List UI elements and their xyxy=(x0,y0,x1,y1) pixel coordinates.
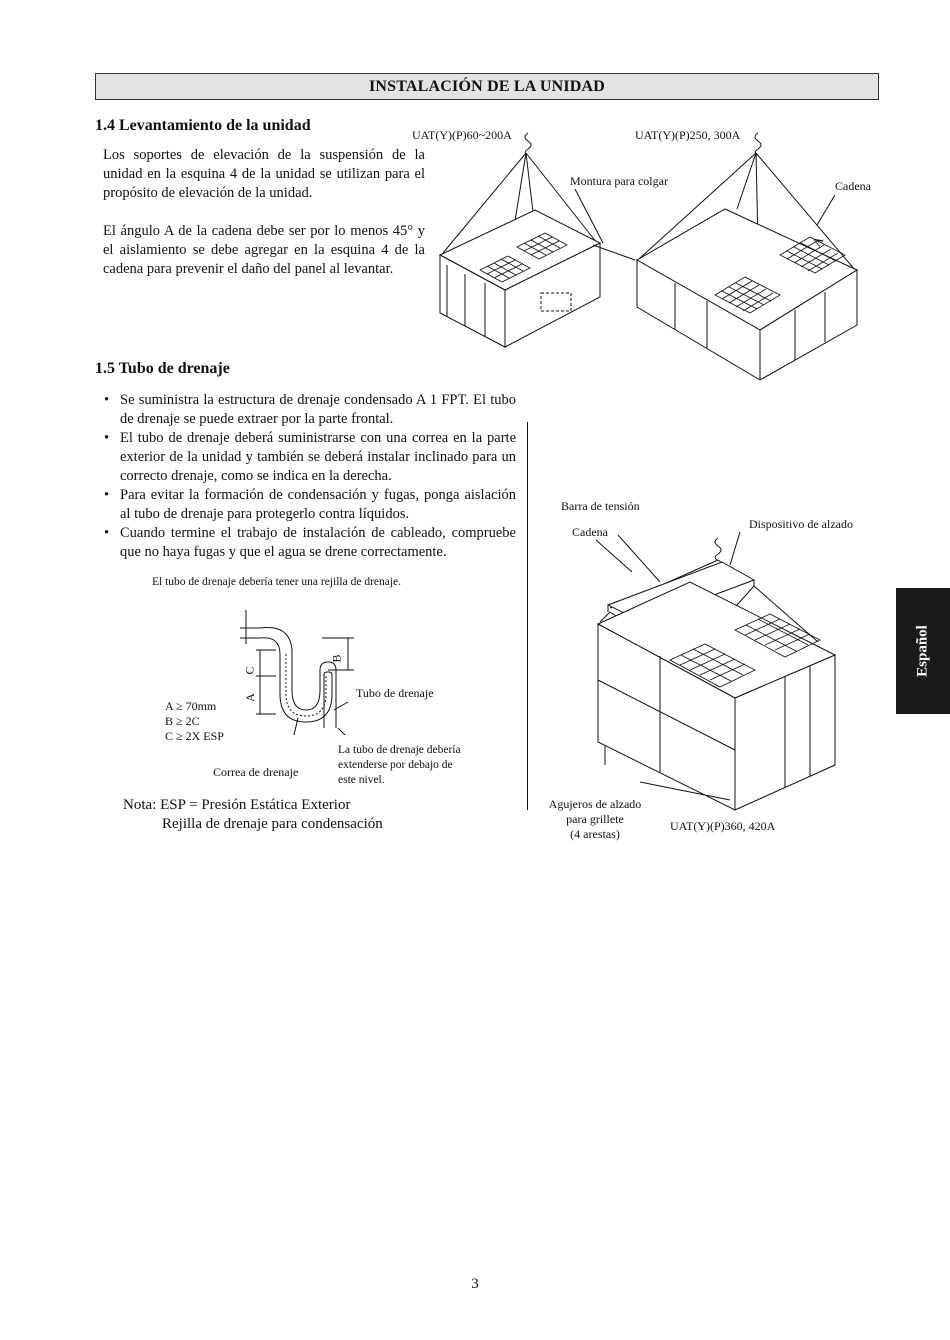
hanger-label: Montura para colgar xyxy=(570,174,668,188)
column-divider xyxy=(527,422,528,810)
dim-b-label: B xyxy=(329,654,344,663)
bullet-item-3: • Para evitar la formación de condensación y fugas, ponga aislación al tubo de drenaje para protegerlo contra líquidos. xyxy=(104,486,516,524)
drain-caption: El tubo de drenaje debería tener una rejilla de drenaje. xyxy=(152,576,402,588)
lifting-holes-line-3: (4 arestas) xyxy=(570,827,620,841)
lifting-holes-line-1: Agujeros de alzado xyxy=(548,797,642,811)
large-unit-drawing xyxy=(637,209,857,380)
note-line-2: Rejilla de drenaje para condensación xyxy=(162,816,383,832)
spec-b: B ≥ 2C xyxy=(165,714,200,728)
lifting-diagram-small-large xyxy=(425,125,885,380)
bullet-item-4: • Cuando termine el trabajo de instalación de cableado, compruebe que no haya fugas y que el agua se drene correctamente. xyxy=(104,524,516,562)
model-small-label: UAT(Y)(P)60~200A xyxy=(412,128,512,142)
spec-c: C ≥ 2X ESP xyxy=(165,729,224,743)
section-14-heading: 1.4 Levantamiento de la unidad xyxy=(95,117,311,134)
hook-icon-spreader xyxy=(715,538,721,560)
small-unit-drawing xyxy=(440,210,600,347)
language-tab xyxy=(896,588,950,714)
angle-a-label: A xyxy=(808,233,827,250)
drain-strap-label: Correa de drenaje xyxy=(213,765,299,779)
drain-extend-note: La tubo de drenaje debería extenderse por debajo de este nivel. xyxy=(338,744,461,786)
model-large-label: UAT(Y)(P)250, 300A xyxy=(635,128,741,142)
lifting-diagram-spreader xyxy=(560,520,860,820)
lifting-holes-label xyxy=(540,797,650,842)
section-header: INSTALACIÓN DE LA UNIDAD xyxy=(95,73,879,100)
chain-label: Cadena xyxy=(835,179,871,193)
hook-icon-small xyxy=(525,133,531,155)
chain-label-2: Cadena xyxy=(572,525,608,539)
bullet-item-1: • Se suministra la estructura de drenaje condensado A 1 FPT. El tubo de drenaje se puede extraer por la parte frontal. xyxy=(104,391,516,429)
language-tab-label: Español xyxy=(914,625,931,677)
hook-icon-large xyxy=(755,133,761,155)
section-15-bullets xyxy=(104,391,516,562)
tension-bar-label: Barra de tensión xyxy=(561,499,640,513)
dim-a-label: A xyxy=(242,693,257,702)
section-14-para-1: Los soportes de elevación de la suspensión de la unidad en la esquina 4 de la unidad se utilizan para el propósito de elevación de la unidad. xyxy=(103,147,425,201)
bullet-item-2: • El tubo de drenaje deberá suministrarse con una correa en la parte exterior de la unidad y también se deberá instalar inclinado para un correcto drenaje, como se indica en la derecha. xyxy=(104,429,516,486)
section-15-heading: 1.5 Tubo de drenaje xyxy=(95,360,230,377)
spec-a: A ≥ 70mm xyxy=(165,699,217,713)
model-spreader-label: UAT(Y)(P)360, 420A xyxy=(670,819,776,833)
lifting-holes-line-2: para grillete xyxy=(566,812,624,826)
drain-pipe-label: Tubo de drenaje xyxy=(356,686,434,700)
lifting-device-label: Dispositivo de alzado xyxy=(749,517,853,531)
dim-c-label: C xyxy=(242,666,257,675)
note-line-1: Nota: ESP = Presión Estática Exterior xyxy=(123,797,351,813)
section-14-para-2: El ángulo A de la cadena debe ser por lo menos 45° y el aislamiento se debe agregar en la esquina 4 de la cadena para prevenir el daño del panel al levantar. xyxy=(103,223,425,277)
page-number: 3 xyxy=(471,1276,479,1292)
